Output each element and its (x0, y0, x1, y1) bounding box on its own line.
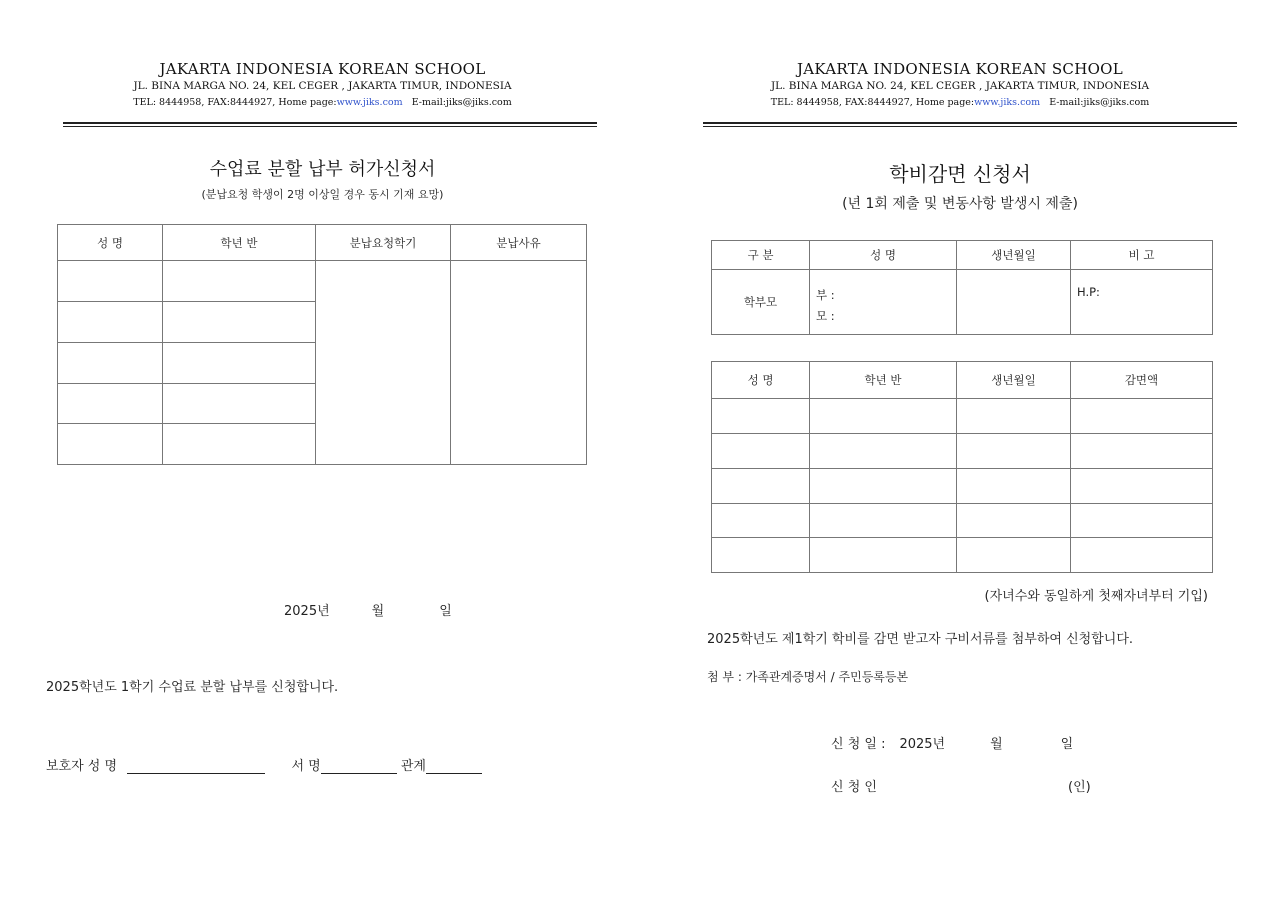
school-name: JAKARTA INDONESIA KOREAN SCHOOL (159, 60, 486, 78)
student-birthdate-cell[interactable] (957, 434, 1071, 469)
school-contact (30, 97, 615, 108)
student-amount-cell[interactable] (1071, 538, 1213, 573)
date-line (284, 600, 452, 619)
name-cell[interactable] (58, 343, 163, 384)
date-day: 일 (439, 604, 452, 619)
apply-date-line (831, 733, 1073, 752)
col-grade-class: 학년 반 (810, 362, 957, 399)
student-grade-cell[interactable] (810, 434, 957, 469)
header-rule (63, 122, 597, 124)
student-grade-cell[interactable] (810, 469, 957, 504)
guardian-line (46, 755, 482, 774)
col-reason: 분납사유 (451, 225, 587, 261)
student-birthdate-cell[interactable] (957, 504, 1071, 538)
school-homepage-link[interactable]: www.jiks.com (336, 97, 403, 108)
parent-row-label: 학부모 (712, 270, 810, 335)
installment-table (57, 224, 587, 465)
name-cell[interactable] (58, 261, 163, 302)
school-homepage-link[interactable]: www.jiks.com (974, 97, 1041, 108)
student-table (711, 361, 1213, 573)
father-label: 부 : (816, 288, 835, 302)
relation-label: 관계 (400, 759, 426, 774)
col-semester: 분납요청학기 (316, 225, 451, 261)
name-cell[interactable] (58, 424, 163, 465)
student-birthdate-cell[interactable] (957, 469, 1071, 504)
signature-label: 서 명 (291, 759, 321, 774)
col-name: 성 명 (810, 241, 957, 270)
relation-field[interactable] (426, 759, 482, 774)
student-amount-cell[interactable] (1071, 434, 1213, 469)
tuition-installment-form (30, 0, 615, 905)
statement: 2025학년도 제1학기 학비를 감면 받고자 구비서류를 첨부하여 신청합니다. (707, 632, 1134, 647)
student-amount-cell[interactable] (1071, 469, 1213, 504)
student-amount-cell[interactable] (1071, 399, 1213, 434)
header-rule-thin (63, 126, 597, 127)
col-reduction-amount: 감면액 (1071, 362, 1213, 399)
applicant-label: 신 청 인 (831, 780, 877, 795)
parent-names-cell[interactable] (810, 270, 957, 335)
name-cell[interactable] (58, 302, 163, 343)
guardian-name-field[interactable] (127, 759, 265, 774)
attachment-label: 첨 부 : (707, 670, 742, 684)
form-subtitle: (년 1회 제출 및 변동사항 발생시 제출) (842, 196, 1078, 212)
form-subtitle: (분납요청 학생이 2명 이상일 경우 동시 기재 요망) (201, 188, 444, 201)
student-name-cell[interactable] (712, 538, 810, 573)
student-name-cell[interactable] (712, 469, 810, 504)
parent-table (711, 240, 1213, 335)
guardian-name-label: 보호자 성 명 (46, 759, 118, 774)
semester-cell[interactable] (316, 261, 451, 465)
grade-cell[interactable] (163, 424, 316, 465)
statement: 2025학년도 1학기 수업료 분할 납부를 신청합니다. (46, 680, 339, 695)
student-birthdate-cell[interactable] (957, 399, 1071, 434)
col-birthdate: 생년월일 (957, 362, 1071, 399)
attachment-line (707, 668, 908, 685)
student-grade-cell[interactable] (810, 399, 957, 434)
col-birthdate: 생년월일 (957, 241, 1071, 270)
col-grade-class: 학년 반 (163, 225, 316, 261)
student-name-cell[interactable] (712, 504, 810, 538)
attachment-value: 가족관계증명서 / 주민등록등본 (745, 670, 909, 684)
school-tel: TEL: 8444958, FAX:8444927, Home page: (770, 97, 975, 108)
student-grade-cell[interactable] (810, 504, 957, 538)
student-name-cell[interactable] (712, 434, 810, 469)
sibling-note: (자녀수와 동일하게 첫째자녀부터 기입) (984, 589, 1208, 604)
col-remarks: 비 고 (1071, 241, 1213, 270)
reason-cell[interactable] (451, 261, 587, 465)
school-email: E-mail:jiks@jiks.com (411, 97, 512, 108)
school-contact (670, 97, 1250, 108)
grade-cell[interactable] (163, 343, 316, 384)
apply-year: 2025년 (899, 737, 946, 752)
school-address: JL. BINA MARGA NO. 24, KEL CEGER , JAKARTA TIMUR, INDONESIA (770, 80, 1150, 92)
date-year: 2025년 (284, 604, 330, 619)
parent-birthdate-cell[interactable] (957, 270, 1071, 335)
apply-date-label: 신 청 일 : (831, 737, 886, 752)
hp-label[interactable]: H.P: (1071, 270, 1213, 335)
student-name-cell[interactable] (712, 399, 810, 434)
student-birthdate-cell[interactable] (957, 538, 1071, 573)
grade-cell[interactable] (163, 261, 316, 302)
col-category: 구 분 (712, 241, 810, 270)
grade-cell[interactable] (163, 302, 316, 343)
school-name: JAKARTA INDONESIA KOREAN SCHOOL (796, 60, 1124, 78)
date-month: 월 (371, 604, 385, 619)
grade-cell[interactable] (163, 384, 316, 424)
school-tel: TEL: 8444958, FAX:8444927, Home page: (133, 97, 337, 108)
student-grade-cell[interactable] (810, 538, 957, 573)
apply-day: 일 (1060, 737, 1074, 752)
name-cell[interactable] (58, 384, 163, 424)
header-rule-thin (703, 126, 1237, 127)
header-rule (703, 122, 1237, 124)
col-name: 성 명 (58, 225, 163, 261)
form-title: 수업료 분할 납부 허가신청서 (209, 159, 436, 180)
signature-field[interactable] (321, 759, 397, 774)
school-email: E-mail:jiks@jiks.com (1049, 97, 1150, 108)
apply-month: 월 (990, 737, 1003, 752)
mother-label: 모 : (816, 309, 835, 323)
seal-label: (인) (1068, 780, 1091, 795)
school-address: JL. BINA MARGA NO. 24, KEL CEGER , JAKARTA TIMUR, INDONESIA (133, 80, 512, 92)
form-title: 학비감면 신청서 (889, 162, 1031, 186)
tuition-reduction-form (670, 0, 1250, 905)
student-amount-cell[interactable] (1071, 504, 1213, 538)
col-name: 성 명 (712, 362, 810, 399)
